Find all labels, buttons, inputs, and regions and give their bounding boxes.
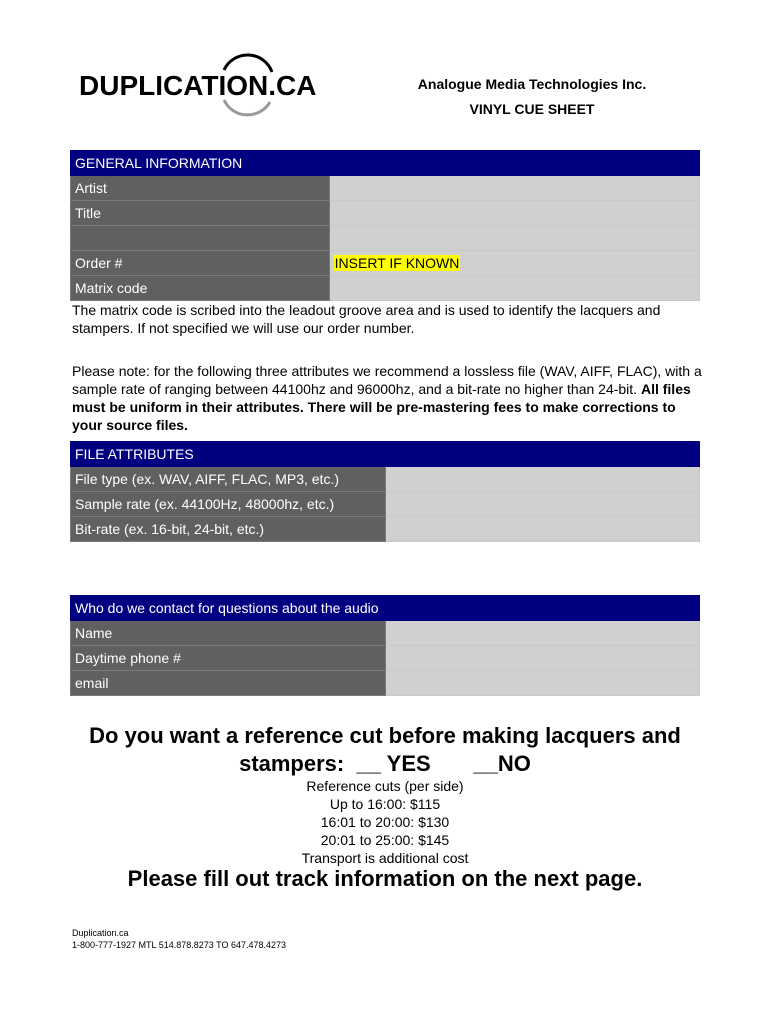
logo <box>74 48 354 118</box>
pricing-line: Reference cuts (per side) <box>306 778 464 794</box>
attribute-note-text: Please note: for the following three attributes we recommend a lossless file (WAV, AIFF, FLAC), with a sample rate of ranging between 44100hz and 96000hz, and a bit-rate no higher than 24-bit. <box>72 363 702 397</box>
table-row <box>71 492 700 517</box>
logo-text: DUPLICATION.CA <box>79 70 317 101</box>
pricing-line: 20:01 to 25:00: $145 <box>320 832 450 848</box>
phone-label: Daytime phone # <box>71 646 386 671</box>
blank-label <box>71 226 330 251</box>
table-row <box>71 467 700 492</box>
insert-if-known-highlight: INSERT IF KNOWN <box>334 255 460 271</box>
table-row <box>71 201 700 226</box>
footer-phones: 1-800-777-1927 MTL 514.878.8273 TO 647.478.4273 <box>72 940 287 950</box>
sample-rate-label: Sample rate (ex. 44100Hz, 48000hz, etc.) <box>71 492 386 517</box>
table-row <box>71 176 700 201</box>
matrix-code-label: Matrix code <box>71 276 330 301</box>
email-label: email <box>71 671 386 696</box>
table-row <box>71 646 700 671</box>
blank-field[interactable] <box>329 226 699 251</box>
general-info-header <box>71 151 700 176</box>
footer <box>72 927 286 951</box>
sample-rate-field[interactable] <box>385 492 699 517</box>
title-field[interactable] <box>329 201 699 226</box>
next-page-message: Please fill out track information on the next page. <box>127 866 643 891</box>
email-field[interactable] <box>385 671 699 696</box>
table-row <box>71 671 700 696</box>
artist-field[interactable] <box>329 176 699 201</box>
title-label: Title <box>71 201 330 226</box>
reference-question-line1: Do you want a reference cut before making lacquers and <box>89 723 681 748</box>
matrix-note: The matrix code is scribed into the leadout groove area and is used to identify the lacquers and stampers. If not specified we will use our order number. <box>72 302 661 336</box>
footer-site: Duplication.ca <box>72 928 129 938</box>
pricing-line: Transport is additional cost <box>301 850 469 866</box>
reference-question-line2: stampers: __ YES __NO <box>239 751 531 776</box>
pricing-line: Up to 16:00: $115 <box>329 796 441 812</box>
reference-pricing <box>180 777 590 867</box>
contact-header <box>71 596 700 621</box>
file-type-field[interactable] <box>385 467 699 492</box>
attribute-note <box>72 362 702 434</box>
phone-field[interactable] <box>385 646 699 671</box>
matrix-code-field[interactable] <box>329 276 699 301</box>
file-attributes-header <box>71 442 700 467</box>
file-type-label: File type (ex. WAV, AIFF, FLAC, MP3, etc.) <box>71 467 386 492</box>
general-info-table <box>70 150 700 301</box>
file-attributes-heading: FILE ATTRIBUTES <box>71 442 386 467</box>
table-row <box>71 276 700 301</box>
artist-label: Artist <box>71 176 330 201</box>
company-name: Analogue Media Technologies Inc. <box>417 76 647 92</box>
table-row <box>71 621 700 646</box>
file-attributes-table <box>70 441 700 542</box>
contact-table <box>70 595 700 696</box>
bit-rate-label: Bit-rate (ex. 16-bit, 24-bit, etc.) <box>71 517 386 542</box>
pricing-line: 16:01 to 20:00: $130 <box>320 814 450 830</box>
order-label: Order # <box>71 251 330 276</box>
reference-question <box>60 722 710 778</box>
table-row <box>71 251 700 276</box>
general-info-heading: GENERAL INFORMATION <box>71 151 330 176</box>
name-label: Name <box>71 621 386 646</box>
bit-rate-field[interactable] <box>385 517 699 542</box>
attribute-note-bold: All files must be uniform in their attributes. There will be pre-mastering fees to make corrections to your source files. <box>72 381 691 433</box>
contact-heading: Who do we contact for questions about the audio <box>71 596 386 621</box>
sheet-title: VINYL CUE SHEET <box>469 101 595 117</box>
table-row <box>71 517 700 542</box>
order-field[interactable] <box>329 251 699 276</box>
name-field[interactable] <box>385 621 699 646</box>
table-row <box>71 226 700 251</box>
logo-graphic <box>74 48 354 118</box>
